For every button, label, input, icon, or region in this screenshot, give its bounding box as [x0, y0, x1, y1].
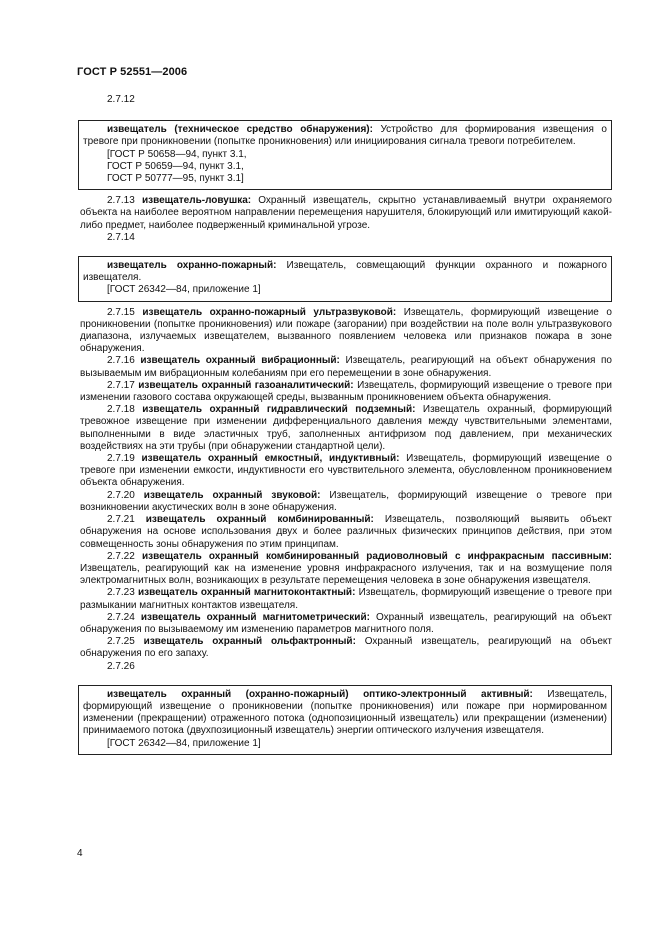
entry-number: 2.7.24	[107, 611, 141, 623]
page-number: 4	[77, 848, 83, 859]
definition: Извещатель, формирующий извещение о тревоге при изменении газового состава окружающей среды, вызванным проникновением объекта обнаружения.	[80, 379, 612, 404]
term: извещатель охранный комбинированный:	[145, 514, 374, 526]
definition-entry	[80, 355, 612, 379]
term: извещатель охранно-пожарный:	[107, 260, 277, 272]
reference: ГОСТ Р 50777—95, пункт 3.1]	[107, 173, 244, 185]
term: извещатель охранный магнитометрический:	[140, 611, 370, 623]
section-number: 2.7.14	[107, 231, 135, 243]
definition-entry	[80, 380, 612, 404]
definition: Извещатель, формирующий извещение о тревоге при изменении емкости, индуктивности его чувствительного элемента, обусловленном проникновением объекта обнаружения.	[80, 453, 612, 489]
term: извещатель охранный гидравлический подземный:	[142, 404, 416, 416]
entry-number: 2.7.18	[107, 404, 143, 416]
definition-entry	[80, 195, 612, 232]
definition-entry	[80, 612, 612, 636]
term: извещатель охранный ольфактронный:	[143, 636, 356, 648]
entry-number: 2.7.13	[107, 195, 142, 207]
definition-text	[83, 689, 607, 738]
definition-entry	[80, 453, 612, 490]
definition-entry	[80, 587, 612, 611]
section-number: 2.7.26	[107, 660, 135, 672]
definition-text	[83, 260, 607, 284]
term: извещатель охранный комбинированный радиоволновый с инфракрасным пассивным:	[141, 550, 613, 562]
term: извещатель охранный (охранно-пожарный) оптико-электронный активный:	[107, 688, 533, 700]
entry-number: 2.7.19	[107, 453, 142, 465]
definition-entry	[80, 551, 612, 588]
page-header: ГОСТ Р 52551—2006	[77, 66, 188, 78]
term: извещатель охранный вибрационный:	[140, 355, 340, 367]
definition: Устройство для формирования извещения о тревоге при проникновении (попытке проникновения) или инициирования сигнала тревоги потребителем.	[83, 124, 607, 148]
term: извещатель охранный звуковой:	[143, 489, 321, 501]
term: извещатель охранный емкостный, индуктивный:	[141, 453, 400, 465]
definition-box	[78, 120, 612, 190]
entry-number: 2.7.22	[107, 550, 142, 562]
definition-entry	[80, 636, 612, 660]
entry-number: 2.7.16	[107, 355, 141, 367]
definition-box	[78, 256, 612, 302]
document-body	[80, 94, 612, 760]
definition: Извещатель, формирующий извещение о проникновении (попытке проникновения) или пожаре при нормированном изменении (прекращении) отраженного потока (однопозиционный извещатель) или прекращении (изменении) принимаемого потока (двухпозиционный извещатель) энергии оптического излучения извещателя.	[83, 688, 607, 737]
definition-box	[78, 685, 612, 755]
reference: [ГОСТ Р 50658—94, пункт 3.1,	[107, 148, 247, 160]
entry-number: 2.7.20	[107, 489, 144, 501]
reference: [ГОСТ 26342—84, приложение 1]	[107, 737, 261, 749]
term: извещатель охранный газоаналитический:	[138, 379, 354, 391]
term: извещатель-ловушка:	[141, 195, 252, 207]
definition: Извещатель, позволяющий выявить объект обнаружения на основе использования двух и более различных физических принципов действия, при этом совмещенность зоны обнаружения по этим принципам.	[80, 514, 612, 550]
definition: Извещатель, формирующий извещение о тревоге при возникновении акустических волн в зоне обнаружения.	[80, 489, 612, 513]
definition: Извещатель охранный, формирующий тревожное извещение при изменении дифференциального давления между чувствительными элементами, выполненными в виде эластичных труб, заполненных антифризом под давлением, при механических воздействиях на эти трубы (при обнаружении стандартной цели).	[80, 404, 612, 452]
definition: Извещатель, реагирующий как на изменение уровня инфракрасного излучения, так и на возмущение поля электромагнитных волн, возникающих в результате перемещения человека в зоне обнаружения извещателя.	[80, 562, 612, 587]
entry-number: 2.7.23	[107, 587, 138, 599]
definition-entry	[80, 514, 612, 551]
definition: Охранный извещатель, реагирующий на объект обнаружения по вызываемому им изменению параметров магнитного поля.	[80, 611, 612, 635]
definition: Охранный извещатель, скрытно устанавливаемый внутри охраняемого объекта на наиболее вероятном направлении перемещения нарушителя, блокирующий или имитирующий какой-либо предмет, наиболее подверженный криминальной угрозе.	[80, 195, 612, 231]
definition-text	[83, 124, 607, 148]
definition: Извещатель, формирующий извещение о тревоге при размыкании магнитных контактов извещателя.	[80, 587, 613, 611]
definition: Извещатель, реагирующий на объект обнаружения по вызываемым им вибрационным колебаниям при его перемещении в зоне обнаружения.	[80, 355, 612, 379]
reference: ГОСТ Р 50659—94, пункт 3.1,	[107, 160, 244, 172]
entry-number: 2.7.15	[107, 306, 143, 318]
entry-number: 2.7.25	[107, 636, 144, 648]
entry-number: 2.7.17	[107, 379, 139, 391]
definition: Извещатель, совмещающий функции охранного и пожарного извещателя.	[83, 260, 607, 284]
definition: Охранный извещатель, реагирующий на объект обнаружения по его запаху.	[80, 636, 612, 660]
definition: Извещатель, формирующий извещение о проникновении (попытке проникновения) или пожаре (загорании) при воздействии на поле волн ультразвукового диапазона, излучаемых извещателем, вызванного появлением человека или признаков пожара в зоне обнаружения.	[80, 306, 612, 355]
definition-entry	[80, 490, 612, 514]
term: извещатель охранно-пожарный ультразвуковой:	[142, 306, 397, 318]
section-number: 2.7.12	[107, 94, 135, 105]
definition-entry	[80, 404, 612, 453]
entry-number: 2.7.21	[107, 514, 146, 526]
definition-entry	[80, 307, 612, 356]
term: извещатель (техническое средство обнаружения):	[107, 124, 373, 136]
reference: [ГОСТ 26342—84, приложение 1]	[107, 284, 261, 296]
term: извещатель охранный магнитоконтактный:	[137, 587, 356, 599]
